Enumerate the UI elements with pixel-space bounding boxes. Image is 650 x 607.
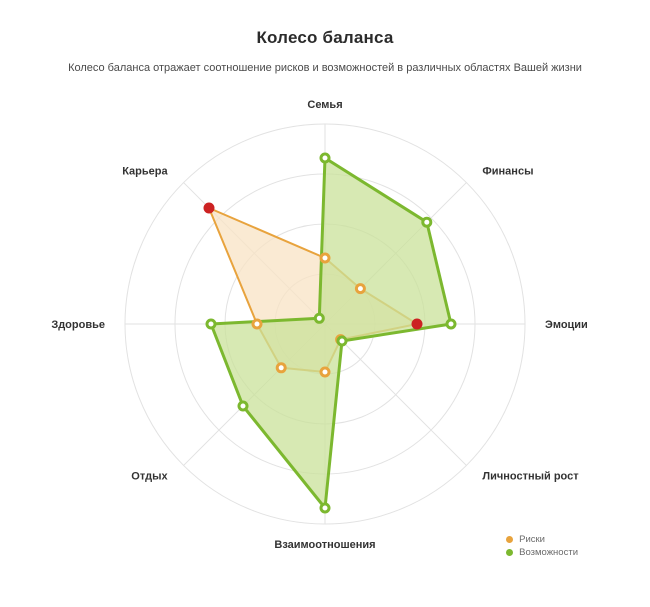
data-point[interactable]	[207, 320, 215, 328]
data-point[interactable]	[356, 285, 364, 293]
axis-label-5: Отдых	[131, 470, 168, 483]
legend-label-risks: Риски	[519, 534, 545, 545]
data-point[interactable]	[277, 364, 285, 372]
legend-color-swatch-opportunities	[506, 549, 513, 556]
radar-chart-svg	[0, 95, 650, 565]
data-point[interactable]	[321, 254, 329, 262]
data-point[interactable]	[338, 337, 346, 345]
legend-item-opportunities	[506, 546, 578, 559]
data-point[interactable]	[321, 154, 329, 162]
axis-label-3: Личностный рост	[482, 470, 579, 483]
grid-spoke	[325, 324, 466, 465]
page-title: Колесо баланса	[256, 28, 394, 47]
axis-label-4: Взаимоотношения	[274, 539, 376, 551]
data-point[interactable]	[205, 204, 213, 212]
axis-label-2: Эмоции	[545, 319, 588, 331]
data-point[interactable]	[321, 504, 329, 512]
data-point[interactable]	[413, 320, 421, 328]
data-point[interactable]	[447, 320, 455, 328]
legend-item-risks	[506, 533, 578, 546]
legend-label-opportunities: Возможности	[519, 547, 578, 558]
axis-label-1: Финансы	[482, 165, 534, 178]
axis-label-6: Здоровье	[51, 319, 105, 331]
data-point[interactable]	[423, 218, 431, 226]
chart-legend	[506, 533, 578, 559]
data-point[interactable]	[315, 314, 323, 322]
chart-subtitle: Колесо баланса отражает соотношение рисков и возможностей в различных областях Вашей жизни	[68, 62, 582, 74]
legend-color-swatch-risks	[506, 536, 513, 543]
data-point[interactable]	[239, 402, 247, 410]
data-point[interactable]	[321, 368, 329, 376]
axis-label-0: Семья	[307, 99, 343, 111]
radar-chart	[0, 95, 650, 565]
axis-label-7: Карьера	[122, 165, 168, 178]
data-point[interactable]	[253, 320, 261, 328]
series-area-opportunities	[211, 158, 451, 508]
